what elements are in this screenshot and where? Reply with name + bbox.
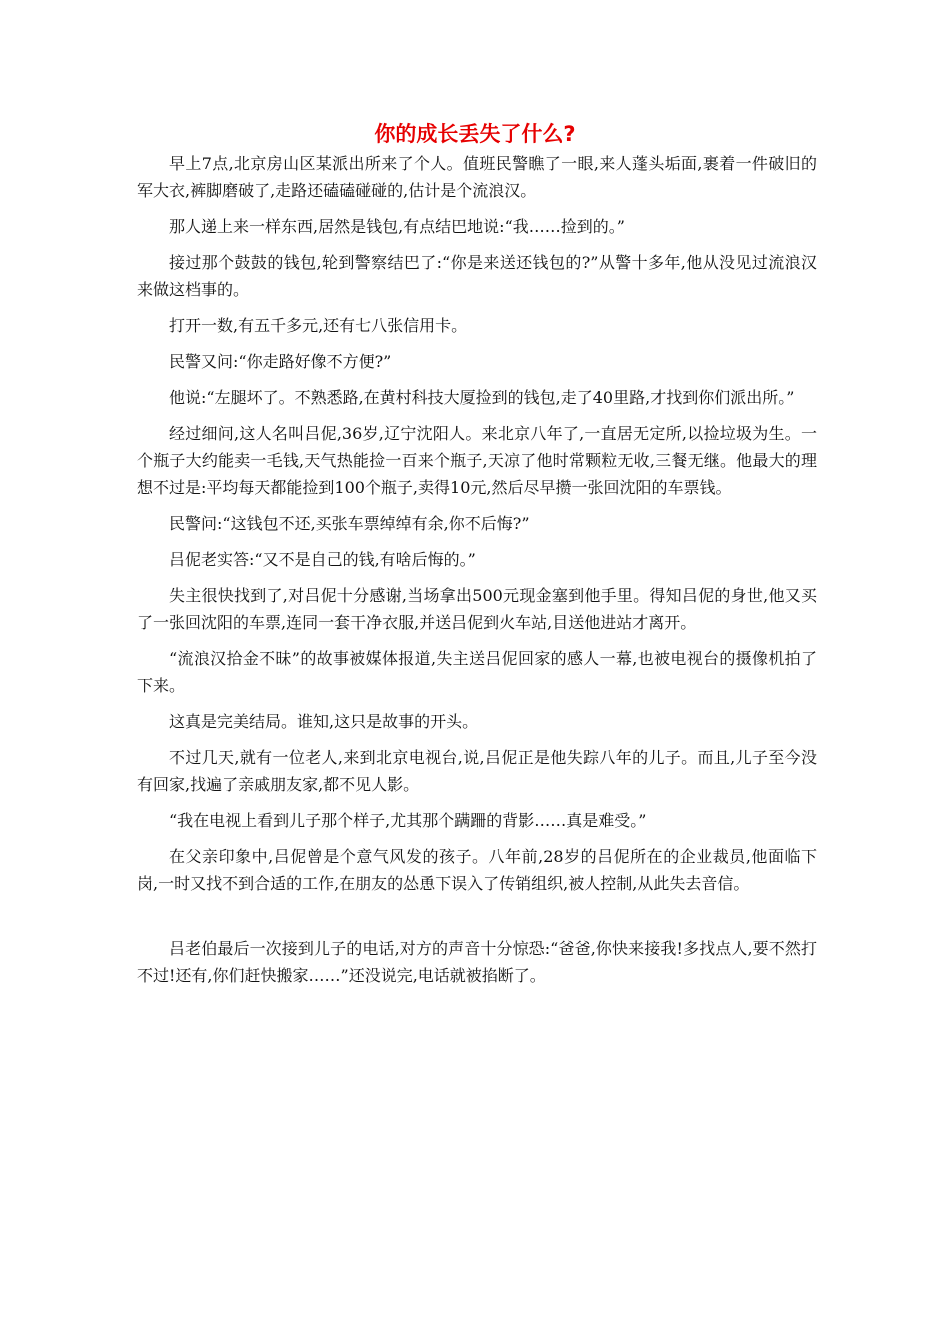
paragraph-11: “流浪汉拾金不昧”的故事被媒体报道,失主送吕伲回家的感人一幕,也被电视台的摄像机拍了下来。 — [137, 649, 817, 695]
paragraph-15: 在父亲印象中,吕伲曾是个意气风发的孩子。八年前,28岁的吕伲所在的企业裁员,他面临下岗,一时又找不到合适的工作,在朋友的怂恿下误入了传销组织,被人控制,从此失去音信。 — [137, 847, 817, 893]
document-title: 你的成长丢失了什么? — [374, 122, 576, 146]
paragraph-4: 打开一数,有五千多元,还有七八张信用卡。 — [169, 316, 468, 335]
paragraph-8: 民警问:“这钱包不还,买张车票绰绰有余,你不后悔?” — [169, 514, 530, 533]
paragraph-7: 经过细问,这人名叫吕伲,36岁,辽宁沈阳人。来北京八年了,一直居无定所,以捡垃圾为生。一个瓶子大约能卖一毛钱,天气热能捡一百来个瓶子,天凉了他时常颗粒无收,三餐无继。他最大的理想不过是:平均每天都能捡到100个瓶子,卖得10元,然后尽早攒一张回沈阳的车票钱。 — [137, 424, 817, 497]
paragraph-9: 吕伲老实答:“又不是自己的钱,有啥后悔的。” — [169, 550, 476, 569]
paragraph-12: 这真是完美结局。谁知,这只是故事的开头。 — [169, 712, 479, 731]
paragraph-16: 吕老伯最后一次接到儿子的电话,对方的声音十分惊恐:“爸爸,你快来接我!多找点人,要不然打不过!还有,你们赶快搬家……”还没说完,电话就被掐断了。 — [137, 939, 817, 985]
paragraph-3: 接过那个鼓鼓的钱包,轮到警察结巴了:“你是来送还钱包的?”从警十多年,他从没见过流浪汉来做这档事的。 — [137, 253, 817, 299]
paragraph-2: 那人递上来一样东西,居然是钱包,有点结巴地说:“我……捡到的。” — [169, 217, 625, 236]
paragraph-10: 失主很快找到了,对吕伲十分感谢,当场拿出500元现金塞到他手里。得知吕伲的身世,他又买了一张回沈阳的车票,连同一套干净衣服,并送吕伲到火车站,目送他进站才离开。 — [137, 586, 817, 632]
document-body — [137, 150, 817, 989]
paragraph-13: 不过几天,就有一位老人,来到北京电视台,说,吕伲正是他失踪八年的儿子。而且,儿子至今没有回家,找遍了亲戚朋友家,都不见人影。 — [137, 748, 817, 794]
paragraph-1: 早上7点,北京房山区某派出所来了个人。值班民警瞧了一眼,来人蓬头垢面,裹着一件破旧的军大衣,裤脚磨破了,走路还磕磕碰碰的,估计是个流浪汉。 — [137, 154, 817, 200]
paragraph-6: 他说:“左腿坏了。不熟悉路,在黄村科技大厦捡到的钱包,走了40里路,才找到你们派出所。” — [169, 388, 795, 407]
paragraph-5: 民警又问:“你走路好像不方便?” — [169, 352, 392, 371]
paragraph-14: “我在电视上看到儿子那个样子,尤其那个蹒跚的背影……真是难受。” — [169, 811, 647, 830]
